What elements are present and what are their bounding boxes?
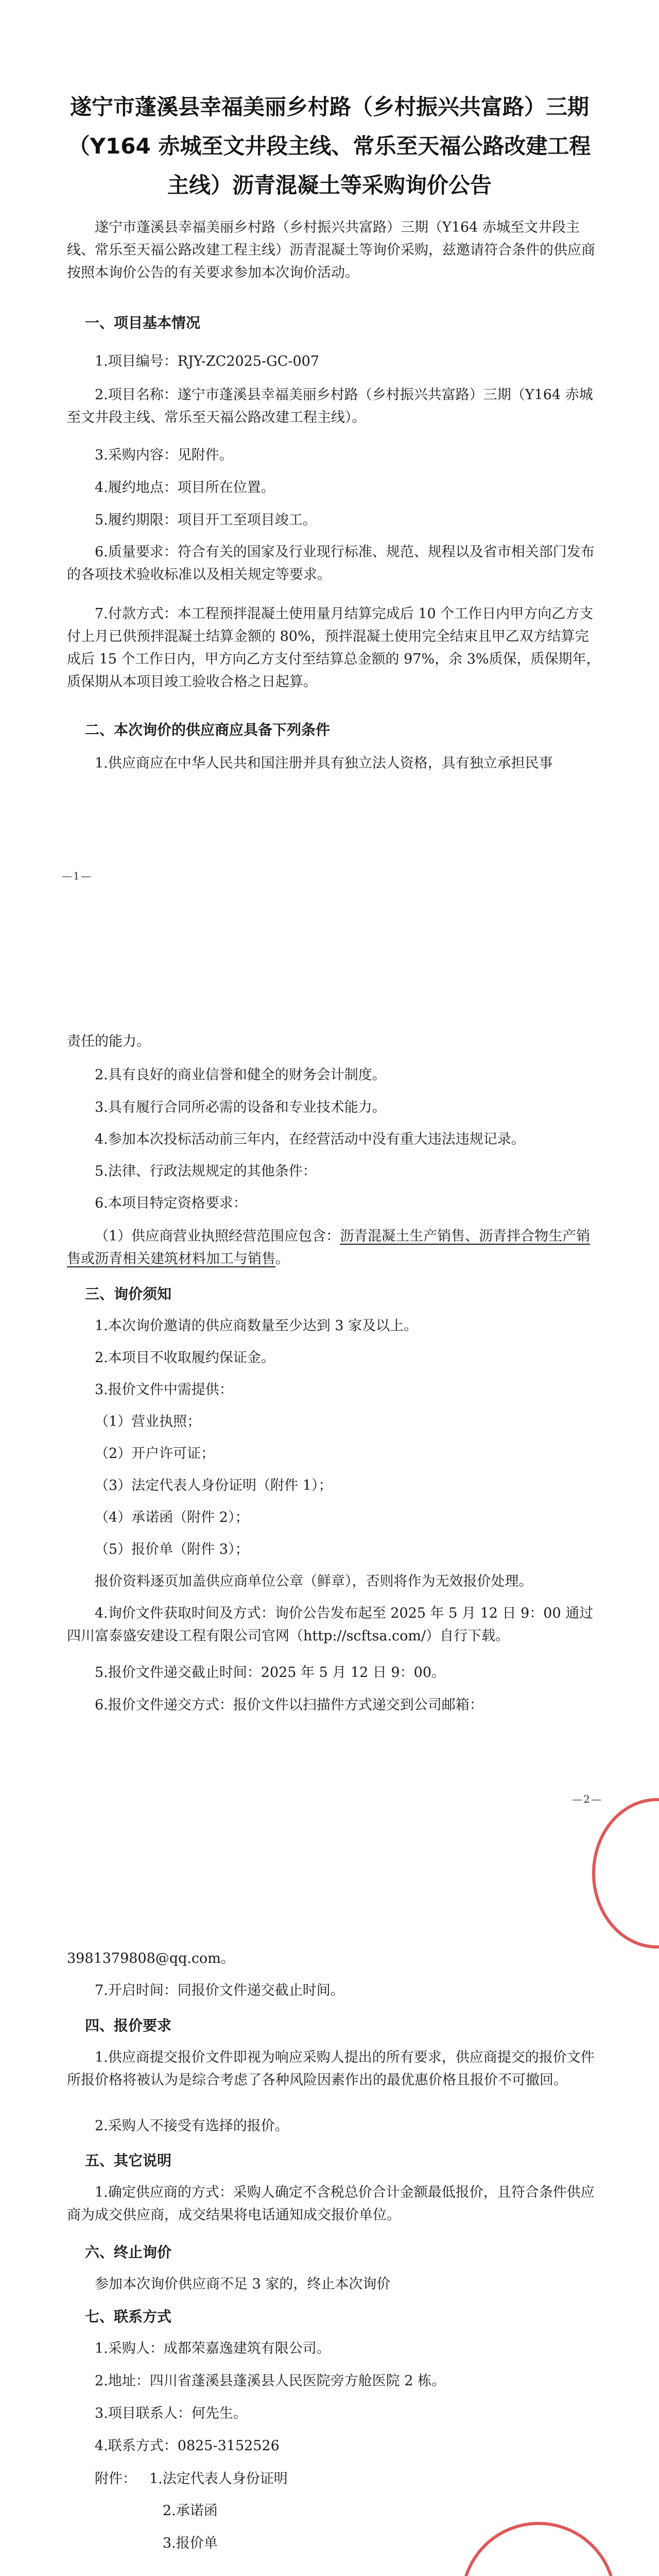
- section-2-heading: 二、本次询价的供应商应具备下列条件: [85, 721, 331, 738]
- intro-paragraph: 遂宁市蓬溪县幸福美丽乡村路（乡村振兴共富路）三期（Y164 赤城至文井段主线、常乐至天福公路改建工程主线）沥青混凝土等询价采购，兹邀请符合条件的供应商按照本询价公告的有关要求参加本次询价活动。: [67, 219, 595, 281]
- item-notice-3-5: （5）报价单（附件 3）；: [95, 1541, 249, 1557]
- item-notice-7: 7.开启时间：同报价文件递交截止时间。: [95, 1982, 344, 1998]
- page-1: [0, 0, 659, 917]
- item-notice-3-1: （1）营业执照；: [95, 1414, 201, 1430]
- item-notice-email: 3981379808@qq.com。: [67, 1951, 235, 1967]
- item-terminate: 参加本次询价供应商不足 3 家的，终止本次询价: [95, 2276, 391, 2292]
- item-duration: 5.履约期限：项目开工至项目竣工。: [95, 512, 317, 528]
- company-seal: [461, 2522, 616, 2576]
- page-number: —2—: [572, 1793, 602, 1805]
- item-contact-person: 3.项目联系人：何先生。: [95, 2405, 247, 2421]
- item-notice-3-3: （3）法定代表人身份证明（附件 1）；: [95, 1478, 333, 1494]
- item-qualification-1b: 责任的能力。: [67, 1033, 150, 1049]
- item-notice-4: 4.询价文件获取时间及方式：询价公告发布起至 2025 年 5 月 12 日 9：00 通过四川富泰盛安建设工程有限公司官网（http://scftsa.com/）自行下载。: [67, 1605, 594, 1644]
- section-4-heading: 四、报价要求: [85, 2017, 172, 2034]
- item-qualification-6: 6.本项目特定资格要求：: [95, 1195, 247, 1211]
- business-scope-underlined: 沥青混凝土生产销售、沥青拌合物生产销售或沥青相关建筑材料加工与销售: [67, 1228, 591, 1267]
- section-7-heading: 七、联系方式: [85, 2308, 172, 2325]
- item-notice-6: 6.报价文件递交方式：报价文件以扫描件方式递交到公司邮箱：: [95, 1697, 483, 1713]
- item-contact-phone: 4.联系方式：0825-3152526: [95, 2438, 280, 2454]
- item-qualification-2: 2.具有良好的商业信誉和健全的财务会计制度。: [95, 1067, 386, 1083]
- item-quote-2: 2.采购人不接受有选择的报价。: [95, 2118, 289, 2134]
- page-number: —1—: [62, 870, 92, 882]
- item-procurement-content: 3.采购内容：见附件。: [95, 447, 233, 463]
- item-notice-3: 3.报价文件中需提供：: [95, 1382, 233, 1398]
- item-contact-address: 2.地址：四川省蓬溪县蓬溪县人民医院旁方舱医院 2 栋。: [95, 2373, 446, 2389]
- item-location: 4.履约地点：项目所在位置。: [95, 480, 275, 496]
- item-notice-3-4: （4）承诺函（附件 2）；: [95, 1510, 249, 1526]
- section-3-heading: 三、询价须知: [85, 1285, 172, 1302]
- section-6-heading: 六、终止询价: [85, 2244, 172, 2261]
- item-notice-3-2: （2）开户许可证；: [95, 1446, 215, 1462]
- item-other-1: 1.确定供应商的方式：采购人确定不含税总价合计金额最低报价，且符合条件供应商为成交供应商，成交结果将电话通知成交报价单位。: [67, 2184, 595, 2223]
- section-5-heading: 五、其它说明: [85, 2152, 172, 2169]
- item-qualification-4: 4.参加本次投标活动前三年内，在经营活动中没有重大违法违规记录。: [95, 1131, 525, 1147]
- item-notice-seal-requirement: 报价资料逐页加盖供应商单位公章（鲜章），否则将作为无效报价处理。: [95, 1573, 533, 1589]
- document-title: 遂宁市蓬溪县幸福美丽乡村路（乡村振兴共富路）三期（Y164 赤城至文井段主线、常乐至天福公路改建工程主线）沥青混凝土等采购询价公告: [68, 94, 591, 198]
- item-qualification-1a: 1.供应商应在中华人民共和国注册并具有独立法人资格，具有独立承担民事: [95, 755, 553, 771]
- item-quality: 6.质量要求：符合有关的国家及行业现行标准、规范、规程以及省市相关部门发布的各项技术验收标准以及相关规定等要求。: [67, 544, 595, 583]
- page-3: [0, 1855, 659, 2576]
- item-business-scope: [67, 1225, 602, 1270]
- item-quote-1: 1.供应商提交报价文件即视为响应采购人提出的所有要求，供应商提交的报价文件所报价格将被认为是综合考虑了各种风险因素作出的最优惠价格且报价不可撤回。: [67, 2049, 595, 2088]
- item-project-name: 2.项目名称：遂宁市蓬溪县幸福美丽乡村路（乡村振兴共富路）三期（Y164 赤城至文井段主线、常乐至天福公路改建工程主线）。: [67, 387, 593, 426]
- item-contact-buyer: 1.采购人：成都荣嘉逸建筑有限公司。: [95, 2341, 331, 2357]
- business-scope-prefix: （1）供应商营业执照经营范围应包含：: [95, 1228, 340, 1244]
- attachment-3: 3.报价单: [163, 2535, 218, 2551]
- section-1-heading: 一、项目基本情况: [85, 314, 201, 331]
- item-notice-5: 5.报价文件递交截止时间：2025 年 5 月 12 日 9：00。: [95, 1665, 446, 1681]
- item-qualification-3: 3.具有履行合同所必需的设备和专业技术能力。: [95, 1099, 386, 1115]
- business-scope-suffix: 。: [275, 1251, 289, 1267]
- attachment-1: 1.法定代表人身份证明: [149, 2471, 288, 2487]
- item-notice-2: 2.本项目不收取履约保证金。: [95, 1350, 275, 1366]
- attachment-2: 2.承诺函: [163, 2503, 218, 2519]
- item-qualification-5: 5.法律、行政法规规定的其他条件：: [95, 1163, 317, 1179]
- item-project-number: 1.项目编号：RJY-ZC2025-GC-007: [95, 353, 320, 369]
- attachments-label: 附件：: [95, 2471, 136, 2487]
- item-payment: 7.付款方式：本工程预拌混凝土使用量月结算完成后 10 个工作日内甲方向乙方支付上月已供预拌混凝土结算金额的 80%，预拌混凝土使用完全结束且甲乙双方结算完成后 15 个工作日内，甲方向乙方支付至结算总金额的 97%，余 3%质保，质保期年，质保期从本项目竣工验收合格之日起算。: [67, 606, 600, 690]
- page-2: [0, 917, 659, 1855]
- item-notice-1: 1.本次询价邀请的供应商数量至少达到 3 家及以上。: [95, 1318, 418, 1334]
